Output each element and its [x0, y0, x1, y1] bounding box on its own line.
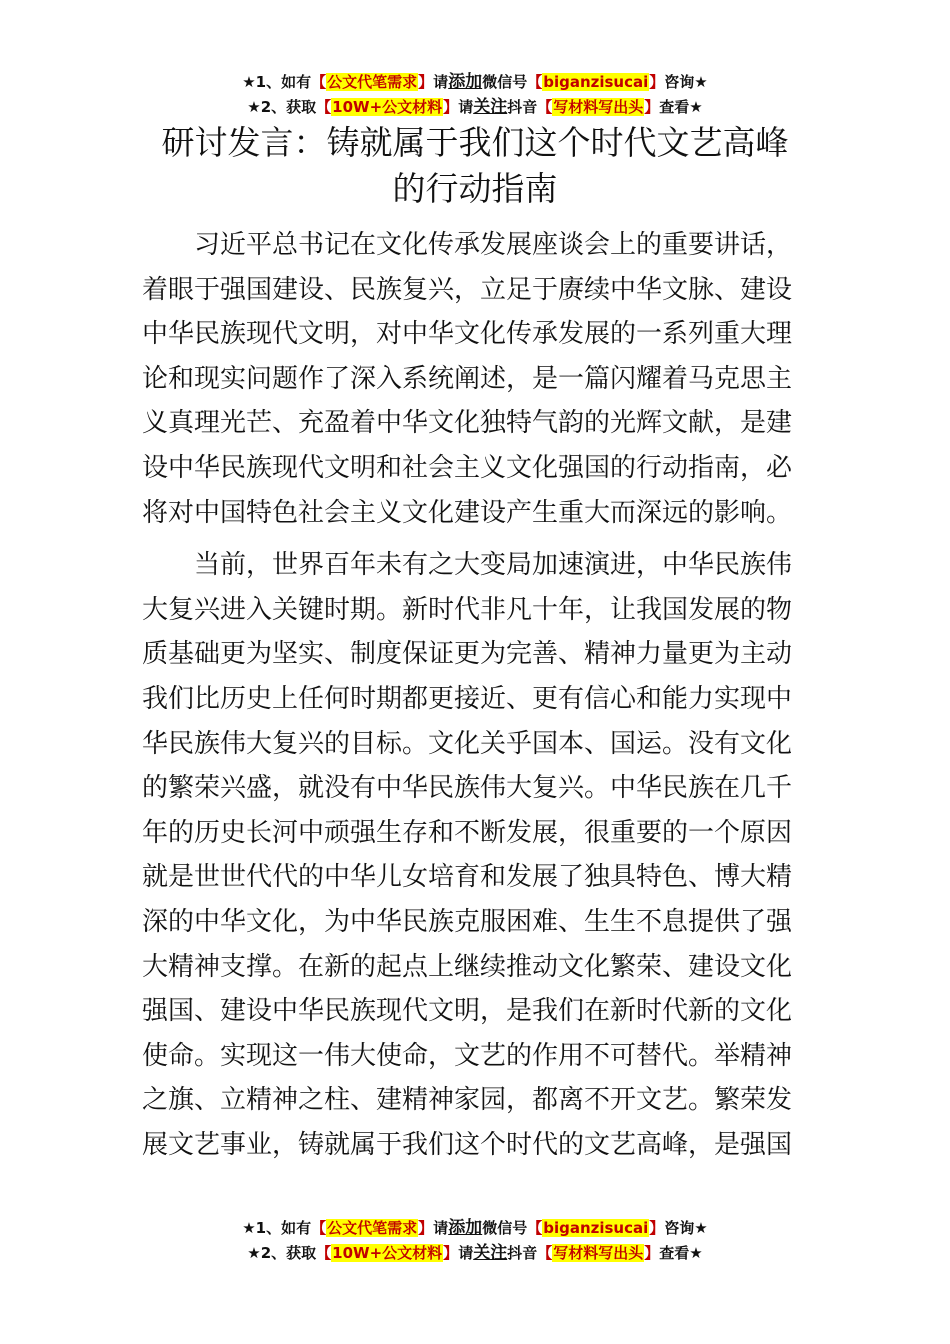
- notice-text: 微信号: [482, 1219, 528, 1237]
- paragraph-1: [142, 223, 812, 535]
- text-line: 中华民族现代文明，对中华文化传承发展的一系列重大理: [142, 319, 793, 350]
- notice-bracket: 】: [644, 1244, 660, 1262]
- text-line: 我们比历史上任何时期都更接近、更有信心和能力实现中: [142, 683, 793, 714]
- text-line: 义真理光芒、充盈着中华文化独特气韵的光辉文献，是建: [142, 408, 793, 439]
- notice-bracket: 】: [649, 1219, 665, 1237]
- text-line: 深的中华文化，为中华民族克服困难、生生不息提供了强: [142, 906, 793, 937]
- notice-text: ★1、如有: [242, 1219, 312, 1237]
- text-line: 强国、建设中华民族现代文明，是我们在新时代新的文化: [142, 996, 793, 1027]
- notice-text: ★1、如有: [242, 73, 312, 91]
- title-line-2: 的行动指南: [392, 169, 558, 208]
- document-title: [140, 120, 810, 212]
- notice-bracket: 【: [527, 73, 543, 91]
- notice-text: 咨询★: [664, 1219, 708, 1237]
- text-line: 当前，世界百年未有之大变局加速演进，中华民族伟: [142, 550, 793, 581]
- notice-text: 抖音: [507, 1244, 538, 1262]
- notice-bracket: 】: [443, 1244, 459, 1262]
- notice-text: 查看★: [659, 98, 703, 116]
- notice-text: 微信号: [482, 73, 528, 91]
- text-line: 质基础更为坚实、制度保证更为完善、精神力量更为主动: [142, 639, 793, 670]
- notice-text: 抖音: [507, 98, 538, 116]
- notice-emphasis: 关注: [473, 1243, 508, 1263]
- notice-bracket: 【: [537, 98, 553, 116]
- notice-emphasis: 添加: [448, 1218, 483, 1238]
- notice-bracket: 【: [311, 1219, 327, 1237]
- notice-bracket: 】: [418, 73, 434, 91]
- text-line: 将对中国特色社会主义文化建设产生重大而深远的影响。: [142, 497, 793, 528]
- notice-highlight: 写材料写出头: [553, 98, 644, 116]
- notice-text: 咨询★: [664, 73, 708, 91]
- notice-text: 请: [458, 1244, 474, 1262]
- notice-highlight: 10W+公文材料: [332, 98, 443, 116]
- notice-bracket: 】: [644, 98, 660, 116]
- notice-line-1: [0, 70, 950, 95]
- text-line: 设中华民族现代文明和社会主义文化强国的行动指南，必: [142, 452, 793, 483]
- text-line: 的繁荣兴盛，就没有中华民族伟大复兴。中华民族在几千: [142, 773, 793, 804]
- notice-bracket: 【: [527, 1219, 543, 1237]
- text-line: 习近平总书记在文化传承发展座谈会上的重要讲话，: [142, 230, 793, 260]
- text-line: 论和现实问题作了深入系统阐述，是一篇闪耀着马克思主: [142, 363, 793, 394]
- notice-highlight: 10W+公文材料: [332, 1244, 443, 1262]
- notice-bracket: 】: [418, 1219, 434, 1237]
- notice-line-2: [0, 95, 950, 120]
- notice-bracket: 】: [443, 98, 459, 116]
- notice-bracket: 【: [316, 98, 332, 116]
- text-line: 之旗、立精神之柱、建精神家园，都离不开文艺。繁荣发: [142, 1085, 793, 1116]
- notice-highlight: 写材料写出头: [553, 1244, 644, 1262]
- notice-text: ★2、获取: [247, 98, 317, 116]
- footer-notice: [0, 1216, 950, 1266]
- notice-highlight: 公文代笔需求: [327, 73, 418, 91]
- text-line: 使命。实现这一伟大使命，文艺的作用不可替代。举精神: [142, 1040, 793, 1071]
- text-line: 着眼于强国建设、民族复兴，立足于赓续中华文脉、建设: [142, 274, 793, 305]
- text-line: 大复兴进入关键时期。新时代非凡十年，让我国发展的物: [142, 594, 793, 625]
- text-line: 展文艺事业，铸就属于我们这个时代的文艺高峰，是强国: [142, 1129, 793, 1160]
- notice-highlight: 公文代笔需求: [327, 1219, 418, 1237]
- paragraph-2: [142, 543, 812, 1167]
- document-body: [142, 223, 812, 1175]
- notice-highlight: biganzisucai: [543, 73, 649, 91]
- notice-highlight: biganzisucai: [543, 1219, 649, 1237]
- notice-text: 请: [458, 98, 474, 116]
- notice-bracket: 】: [649, 73, 665, 91]
- header-notice: [0, 70, 950, 120]
- notice-text: 请: [433, 1219, 449, 1237]
- notice-text: 查看★: [659, 1244, 703, 1262]
- notice-bracket: 【: [311, 73, 327, 91]
- text-line: 大精神支撑。在新的起点上继续推动文化繁荣、建设文化: [142, 951, 793, 982]
- notice-emphasis: 关注: [473, 97, 508, 117]
- notice-emphasis: 添加: [448, 72, 483, 92]
- title-line-1: 研讨发言：铸就属于我们这个时代文艺高峰: [161, 123, 789, 162]
- notice-line-2: [0, 1241, 950, 1266]
- notice-bracket: 【: [537, 1244, 553, 1262]
- notice-text: 请: [433, 73, 449, 91]
- notice-text: ★2、获取: [247, 1244, 317, 1262]
- notice-bracket: 【: [316, 1244, 332, 1262]
- text-line: 华民族伟大复兴的目标。文化关乎国本、国运。没有文化: [142, 728, 793, 759]
- text-line: 就是世世代代的中华儿女培育和发展了独具特色、博大精: [142, 862, 793, 893]
- notice-line-1: [0, 1216, 950, 1241]
- text-line: 年的历史长河中顽强生存和不断发展，很重要的一个原因: [142, 817, 793, 848]
